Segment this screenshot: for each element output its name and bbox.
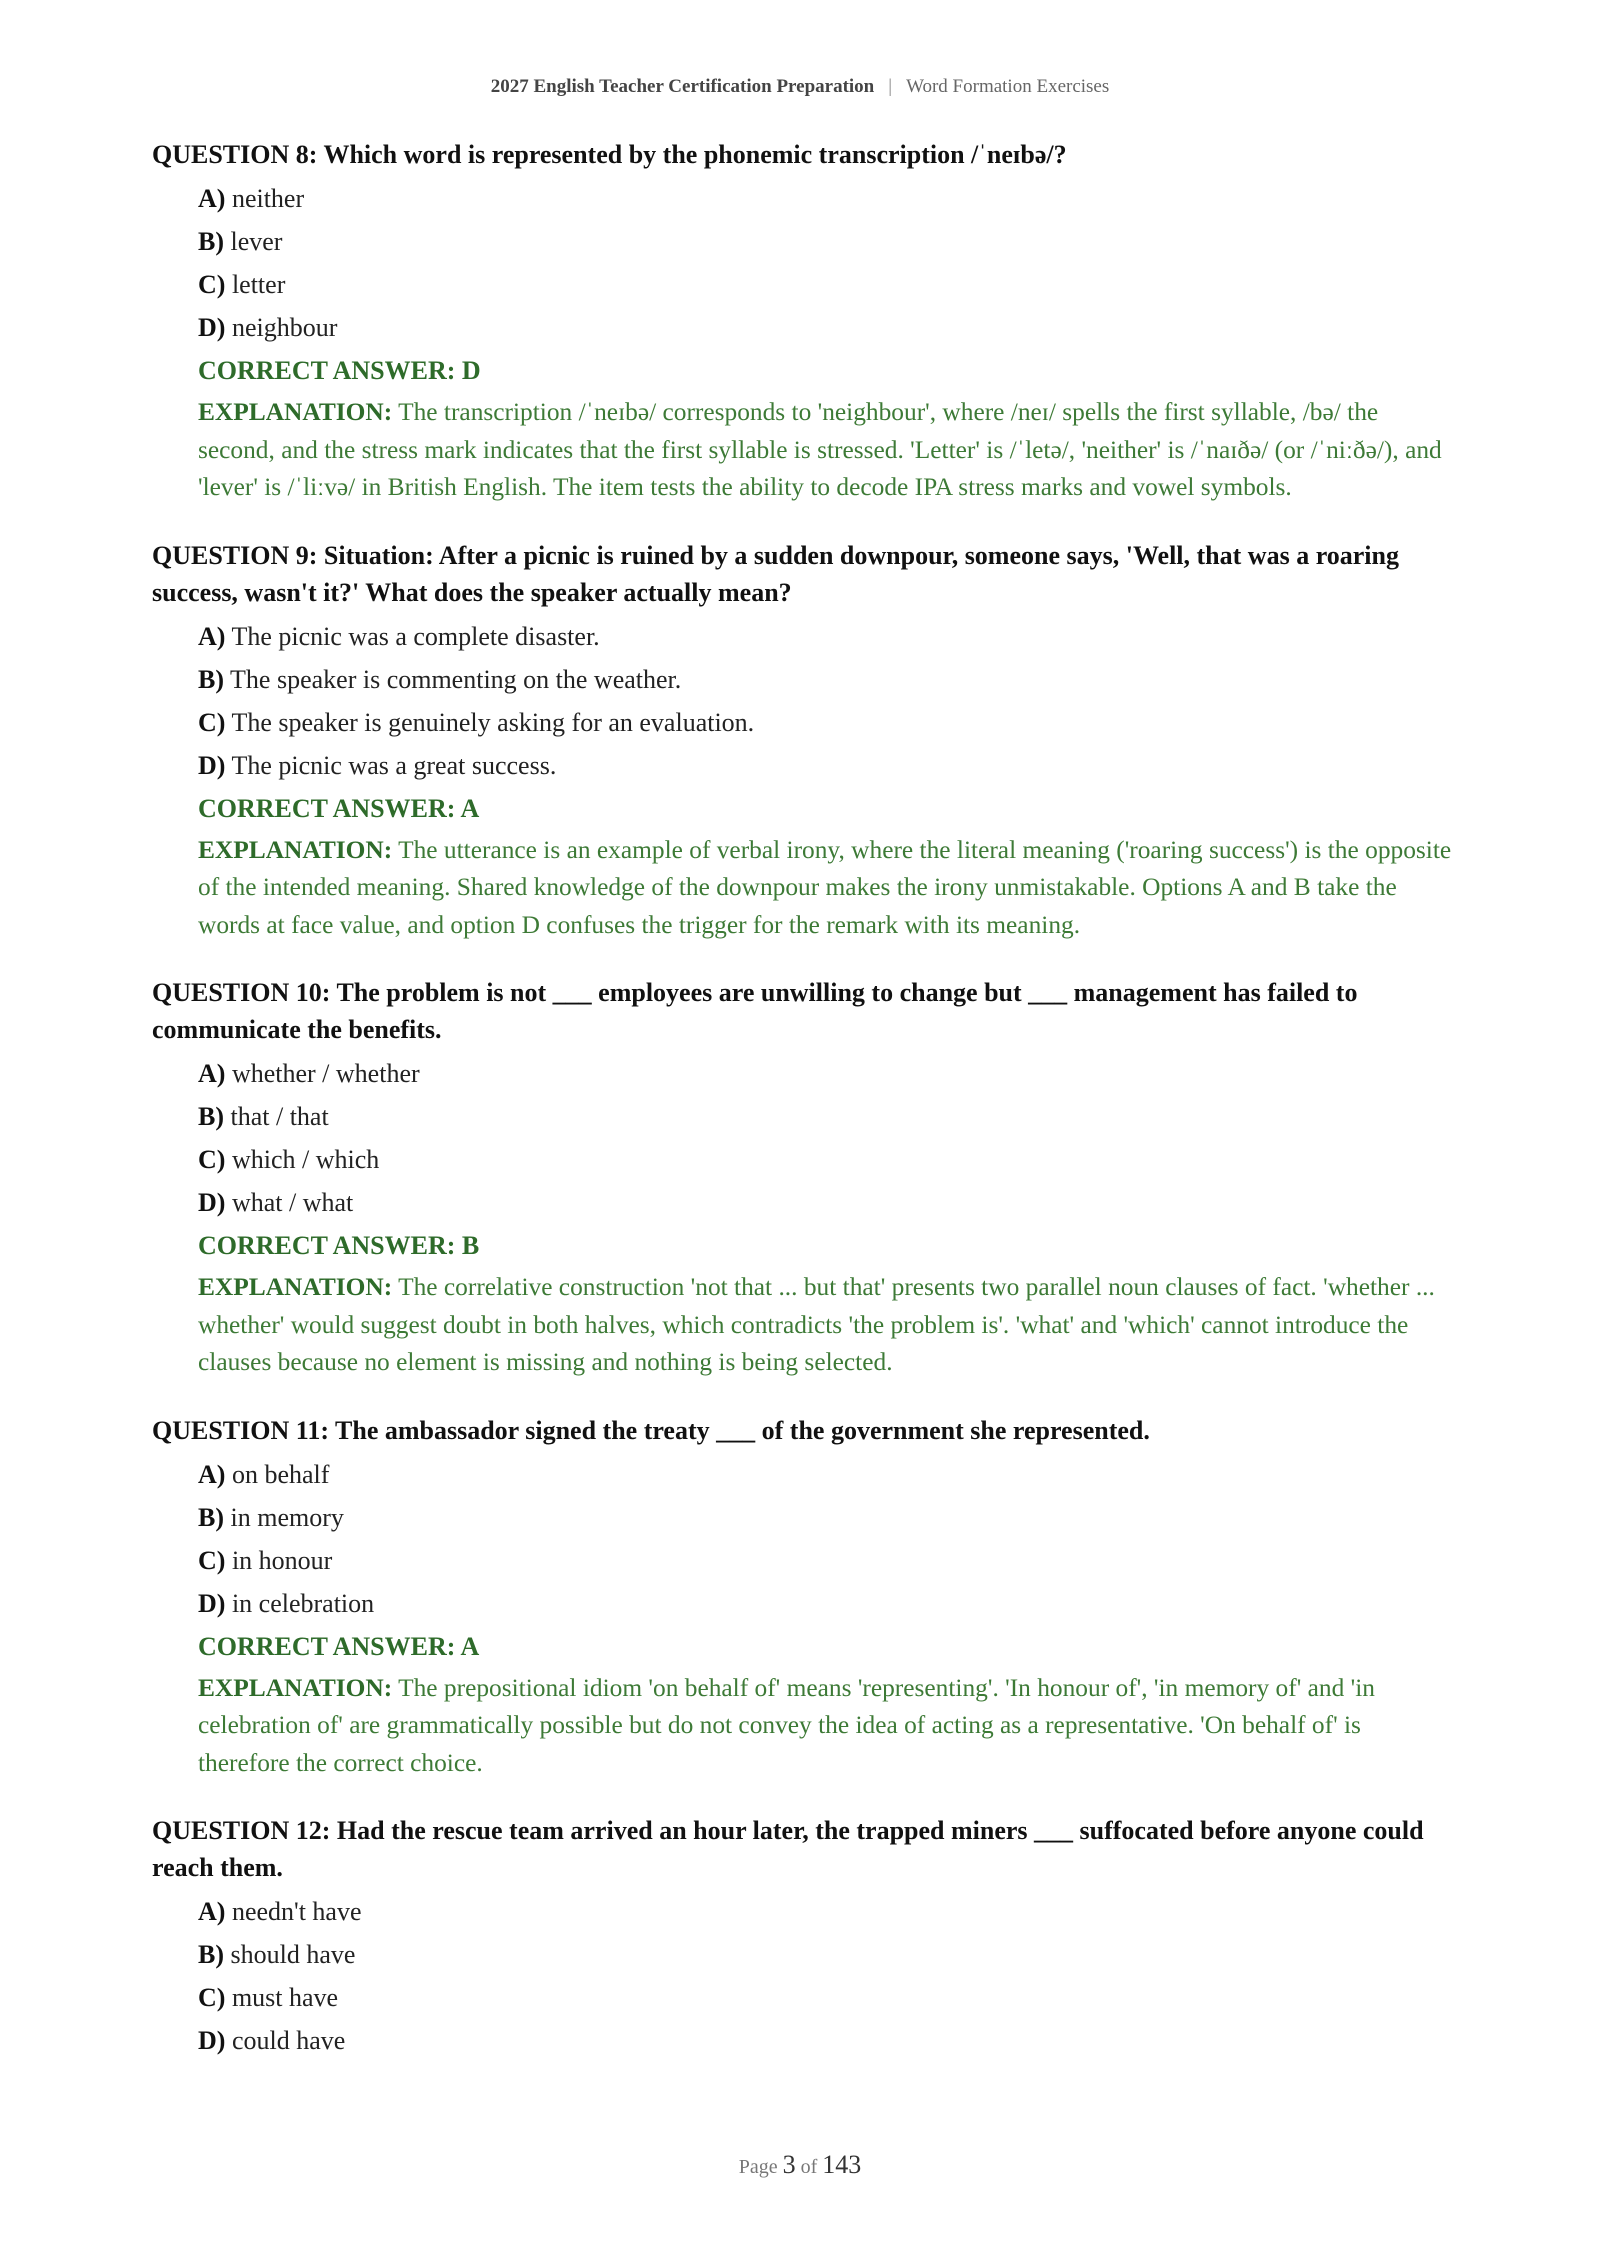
option-text: The speaker is genuinely asking for an evaluation.: [231, 707, 755, 737]
option-letter: A): [198, 621, 226, 651]
option-letter: A): [198, 184, 226, 213]
option-list: [152, 1890, 1452, 2062]
question-11: [152, 1412, 1452, 1783]
option-text: whether / whether: [231, 1059, 420, 1088]
option-text: needn't have: [231, 1897, 362, 1926]
option-a: [198, 1052, 1452, 1095]
option-text: should have: [230, 1940, 356, 1969]
explanation-label: EXPLANATION:: [198, 835, 393, 864]
option-text: The picnic was a great success.: [231, 750, 557, 780]
option-d: [198, 1181, 1452, 1224]
option-a: [198, 1453, 1452, 1496]
option-c: [198, 1976, 1452, 2019]
option-text: neighbour: [231, 313, 338, 342]
question-8: [152, 136, 1452, 507]
option-letter: D): [198, 1588, 226, 1618]
option-letter: C): [198, 1545, 226, 1575]
explanation-text: The correlative construction 'not that ... but that' presents two parallel noun clauses of fact. 'whether ... whether' would suggest doubt in both halves, which contradicts 'the problem is'. 'what' and 'which' cannot introduce the clauses because no element is missing and nothing is being selected.: [198, 1273, 1435, 1376]
option-text: on behalf: [231, 1459, 330, 1489]
option-text: letter: [231, 270, 286, 299]
option-letter: D): [198, 750, 226, 780]
question-9: [152, 537, 1452, 945]
option-letter: C): [198, 1983, 226, 2012]
question-12: [152, 1812, 1452, 2062]
option-b: [198, 1933, 1452, 1976]
option-text: that / that: [230, 1102, 329, 1131]
option-letter: C): [198, 270, 226, 299]
option-letter: B): [198, 1102, 224, 1131]
option-letter: A): [198, 1459, 226, 1489]
option-list: [152, 1052, 1452, 1224]
running-header: [0, 76, 1600, 98]
option-letter: B): [198, 664, 224, 694]
option-c: [198, 701, 1452, 744]
option-text: in celebration: [231, 1588, 375, 1618]
option-letter: D): [198, 1188, 226, 1217]
option-letter: C): [198, 1145, 226, 1174]
question-heading: QUESTION 12: Had the rescue team arrived an hour later, the trapped miners ___ suffocated before anyone could reach them.: [152, 1816, 1424, 1882]
explanation-text: The transcription /ˈneɪbə/ corresponds to 'neighbour', where /neɪ/ spells the first syllable, /bə/ the second, and the stress mark indicates that the first syllable is stressed. 'Letter' is /ˈletə/, 'neither' is /ˈnaɪðə/ (or /ˈniːðə/), and 'lever' is /ˈliːvə/ in British English. The item tests the ability to decode IPA stress marks and vowel symbols.: [198, 398, 1442, 501]
explanation-label: EXPLANATION:: [198, 398, 393, 426]
header-title: 2027 English Teacher Certification Preparation: [490, 76, 875, 97]
option-letter: B): [198, 1940, 224, 1969]
explanation-label: EXPLANATION:: [198, 1273, 393, 1301]
option-a: [198, 615, 1452, 658]
option-letter: C): [198, 707, 226, 737]
option-c: [198, 263, 1452, 306]
page-word: Page: [738, 2156, 778, 2178]
option-c: [198, 1138, 1452, 1181]
option-text: could have: [231, 2026, 346, 2055]
option-letter: B): [198, 227, 224, 256]
option-text: what / what: [231, 1188, 354, 1217]
option-text: The speaker is commenting on the weather.: [230, 664, 682, 694]
option-letter: B): [198, 1502, 224, 1532]
page-number: 3: [782, 2150, 796, 2179]
option-letter: D): [198, 2026, 226, 2055]
option-d: [198, 1582, 1452, 1625]
explanation-label: EXPLANATION:: [198, 1673, 393, 1702]
option-list: [152, 1453, 1452, 1625]
explanation-text: The prepositional idiom 'on behalf of' means 'representing'. 'In honour of', 'in memory of' and 'in celebration of' are grammatically possible but do not convey the idea of acting as a representative. 'On behalf of' is therefore the correct choice.: [198, 1673, 1375, 1777]
header-subtitle: Word Formation Exercises: [906, 76, 1110, 97]
header-separator: |: [888, 76, 893, 97]
option-text: in honour: [231, 1545, 333, 1575]
option-d: [198, 744, 1452, 787]
of-word: of: [800, 2156, 818, 2178]
option-letter: A): [198, 1897, 226, 1926]
correct-answer: CORRECT ANSWER: A: [198, 1631, 480, 1661]
option-b: [198, 1095, 1452, 1138]
total-pages: 143: [822, 2150, 862, 2179]
option-list: [152, 615, 1452, 787]
option-a: [198, 1890, 1452, 1933]
question-heading: QUESTION 8: Which word is represented by the phonemic transcription /ˈneɪbə/?: [152, 140, 1067, 169]
explanation: [152, 394, 1452, 507]
explanation: [152, 1269, 1452, 1382]
correct-answer: CORRECT ANSWER: B: [198, 1231, 480, 1260]
option-text: in memory: [230, 1502, 344, 1532]
option-b: [198, 658, 1452, 701]
explanation: [152, 1670, 1452, 1783]
correct-answer: CORRECT ANSWER: A: [198, 793, 480, 823]
page-footer: [0, 2150, 1600, 2180]
explanation-text: The utterance is an example of verbal irony, where the literal meaning ('roaring success') is the opposite of the intended meaning. Shared knowledge of the downpour makes the irony unmistakable. Options A and B take the words at face value, and option D confuses the trigger for the remark with its meaning.: [198, 835, 1452, 939]
option-c: [198, 1539, 1452, 1582]
option-b: [198, 1496, 1452, 1539]
option-text: neither: [231, 184, 305, 213]
explanation: [152, 832, 1452, 945]
question-heading: QUESTION 9: Situation: After a picnic is ruined by a sudden downpour, someone says, 'Well, that was a roaring success, wasn't it?' What does the speaker actually mean?: [152, 540, 1399, 607]
option-text: must have: [231, 1983, 339, 2012]
option-letter: D): [198, 313, 226, 342]
option-d: [198, 306, 1452, 349]
option-b: [198, 220, 1452, 263]
option-a: [198, 177, 1452, 220]
option-d: [198, 2019, 1452, 2062]
option-text: The picnic was a complete disaster.: [231, 621, 600, 651]
question-list: [152, 136, 1452, 2092]
correct-answer: CORRECT ANSWER: D: [198, 356, 481, 385]
option-text: lever: [230, 227, 283, 256]
question-heading: QUESTION 10: The problem is not ___ employees are unwilling to change but ___ management has failed to communicate the benefits.: [152, 978, 1358, 1044]
option-list: [152, 177, 1452, 349]
option-letter: A): [198, 1059, 226, 1088]
option-text: which / which: [231, 1145, 380, 1174]
question-10: [152, 974, 1452, 1382]
question-heading: QUESTION 11: The ambassador signed the treaty ___ of the government she represented.: [152, 1415, 1150, 1445]
